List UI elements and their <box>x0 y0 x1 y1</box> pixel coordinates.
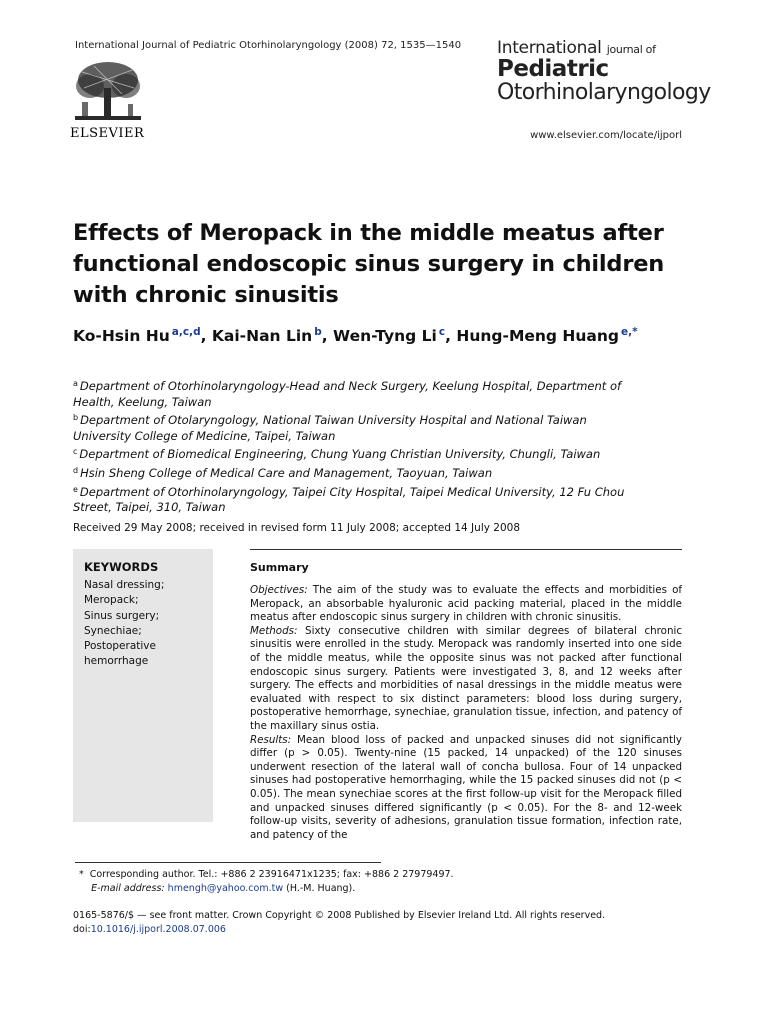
abstract-section-label: Results: <box>250 733 292 746</box>
keyword-item: Meropack; <box>84 594 139 607</box>
abstract-paragraph <box>250 625 682 734</box>
keywords-list <box>84 578 164 670</box>
keyword-item: Synechiae; <box>84 624 142 637</box>
author-separator: , <box>200 327 212 345</box>
journal-url[interactable]: www.elsevier.com/locate/ijporl <box>530 130 682 141</box>
author-list <box>73 326 638 345</box>
footnote-marker: * <box>79 869 84 880</box>
bottom-matter <box>73 909 605 937</box>
email-suffix: (H.-M. Huang). <box>286 883 356 894</box>
affiliations <box>73 376 633 516</box>
footnote-rule <box>75 862 381 863</box>
email-link[interactable]: hmengh@yahoo.com.tw <box>167 883 284 894</box>
abstract-section-label: Methods: <box>250 624 298 637</box>
author-affiliation-marker[interactable]: a,c,d <box>171 326 201 338</box>
article-title: Effects of Meropack in the middle meatus after functional endoscopic sinus surgery in children with chronic sinusitis <box>73 220 665 308</box>
footnote-email <box>79 882 454 896</box>
affiliation-marker: c <box>73 447 78 457</box>
author-affiliation-marker[interactable]: c <box>438 326 446 338</box>
summary-heading: Summary <box>250 561 309 574</box>
affiliation-text: Department of Otolaryngology, National Taiwan University Hospital and National Taiwan University College of Medicine, Taipei, Taiwan <box>73 413 587 443</box>
keywords-heading: KEYWORDS <box>84 560 159 574</box>
abstract-section-label: Objectives: <box>250 584 308 596</box>
keyword-item: Postoperative <box>84 640 156 653</box>
affiliation-text: Department of Biomedical Engineering, Chung Yuang Christian University, Chungli, Taiwan <box>79 447 601 462</box>
journal-title-line1: International <box>497 38 602 58</box>
author-affiliation-marker[interactable]: e,* <box>621 326 638 338</box>
doi-link[interactable]: 10.1016/j.ijporl.2008.07.006 <box>90 924 226 935</box>
affiliation-item <box>73 482 633 516</box>
affiliation-item <box>73 376 633 410</box>
keyword-item: hemorrhage <box>84 655 149 668</box>
footnote-corresponding <box>79 868 454 882</box>
affiliation-item <box>73 444 633 463</box>
keyword-item: Nasal dressing; <box>84 579 165 591</box>
author-name[interactable]: Wen-Tyng Li <box>333 327 437 345</box>
journal-title-line3: Otorhinolaryngology <box>497 80 711 105</box>
copyright-line: 0165-5876/$ — see front matter. Crown Copyright © 2008 Published by Elsevier Ireland Ltd. All rights reserved. <box>73 910 606 921</box>
journal-citation: International Journal of Pediatric Otorhinolaryngology (2008) 72, 1535—1540 <box>75 40 462 51</box>
affiliation-item <box>73 410 633 444</box>
email-label: E-mail address: <box>91 883 165 894</box>
doi-label: doi: <box>73 924 91 935</box>
affiliation-text: Hsin Sheng College of Medical Care and Management, Taoyuan, Taiwan <box>80 465 493 480</box>
abstract-paragraph <box>250 584 682 625</box>
author-name[interactable]: Kai-Nan Lin <box>211 327 313 345</box>
affiliation-text: Department of Otorhinolaryngology-Head and Neck Surgery, Keelung Hospital, Department of Health, Keelung, Taiwan <box>73 379 622 409</box>
affiliation-marker: d <box>73 465 79 475</box>
affiliation-marker: a <box>73 379 78 388</box>
footnote-corresponding-text: Corresponding author. Tel.: +886 2 23916471x1235; fax: +886 2 27979497. <box>89 869 454 880</box>
author-separator: , <box>321 327 334 345</box>
abstract-paragraph <box>250 734 682 843</box>
author-name[interactable]: Hung-Meng Huang <box>456 327 620 345</box>
author-name[interactable]: Ko-Hsin Hu <box>73 327 170 345</box>
summary-top-rule <box>250 549 682 550</box>
affiliation-text: Department of Otorhinolaryngology, Taipei City Hospital, Taipei Medical University, 12 Fu Chou Street, Taipei, 310, Taiwan <box>73 484 625 515</box>
abstract-section-text: Mean blood loss of packed and unpacked sinuses did not significantly differ (p > 0.05). Twenty-nine (15 packed, 14 unpacked) of the 120 sinuses underwent resection of the lateral wall of concha bullosa. Four of 14 unpacked sinuses had postoperative hemorrhaging, while the 15 packed sinuses did not (p < 0.05). The mean synechiae scores at the first follow-up visit for the Meropack filled and unpacked sinuses differed significantly (p < 0.05). For the 8- and 12-week follow-up visits, severity of adhesions, granulation tissue formation, infection rate, and patency of the <box>250 733 682 841</box>
abstract-body <box>250 584 682 842</box>
journal-title-line2: Pediatric <box>497 56 609 82</box>
abstract-section-text: The aim of the study was to evaluate the effects and morbidities of Meropack, an absorbable hyaluronic acid packing material, placed in the middle meatus after endoscopic sinus surgery in children with chronic sinusitis. <box>250 584 682 624</box>
abstract-section-text: Sixty consecutive children with similar degrees of bilateral chronic sinusitis were enrolled in the study. Meropack was randomly inserted into one side of the middle meatus, while the opposite sinus was not packed after functional endoscopic sinus surgery. Patients were investigated 3, 8, and 12 weeks after surgery. The effects and morbidities of nasal dressings in the middle meatus were evaluated with respect to six distinct parameters: blood loss during surgery, postoperative hemorrhage, synechiae, granulation tissue, infection, and patency of the maxillary sinus ostia. <box>250 624 682 732</box>
received-dates: Received 29 May 2008; received in revised form 11 July 2008; accepted 14 July 2008 <box>73 522 521 534</box>
doi-line <box>73 923 605 937</box>
publisher-name: ELSEVIER <box>70 126 145 141</box>
author-separator: , <box>445 327 457 345</box>
author-affiliation-marker[interactable]: b <box>314 326 322 338</box>
journal-title-line1-small: journal of <box>606 43 656 56</box>
affiliation-marker: e <box>73 484 78 494</box>
affiliation-item <box>73 463 633 482</box>
keyword-item: Sinus surgery; <box>84 609 160 622</box>
footnote <box>79 868 454 896</box>
journal-title <box>497 40 711 104</box>
affiliation-marker: b <box>73 413 79 423</box>
